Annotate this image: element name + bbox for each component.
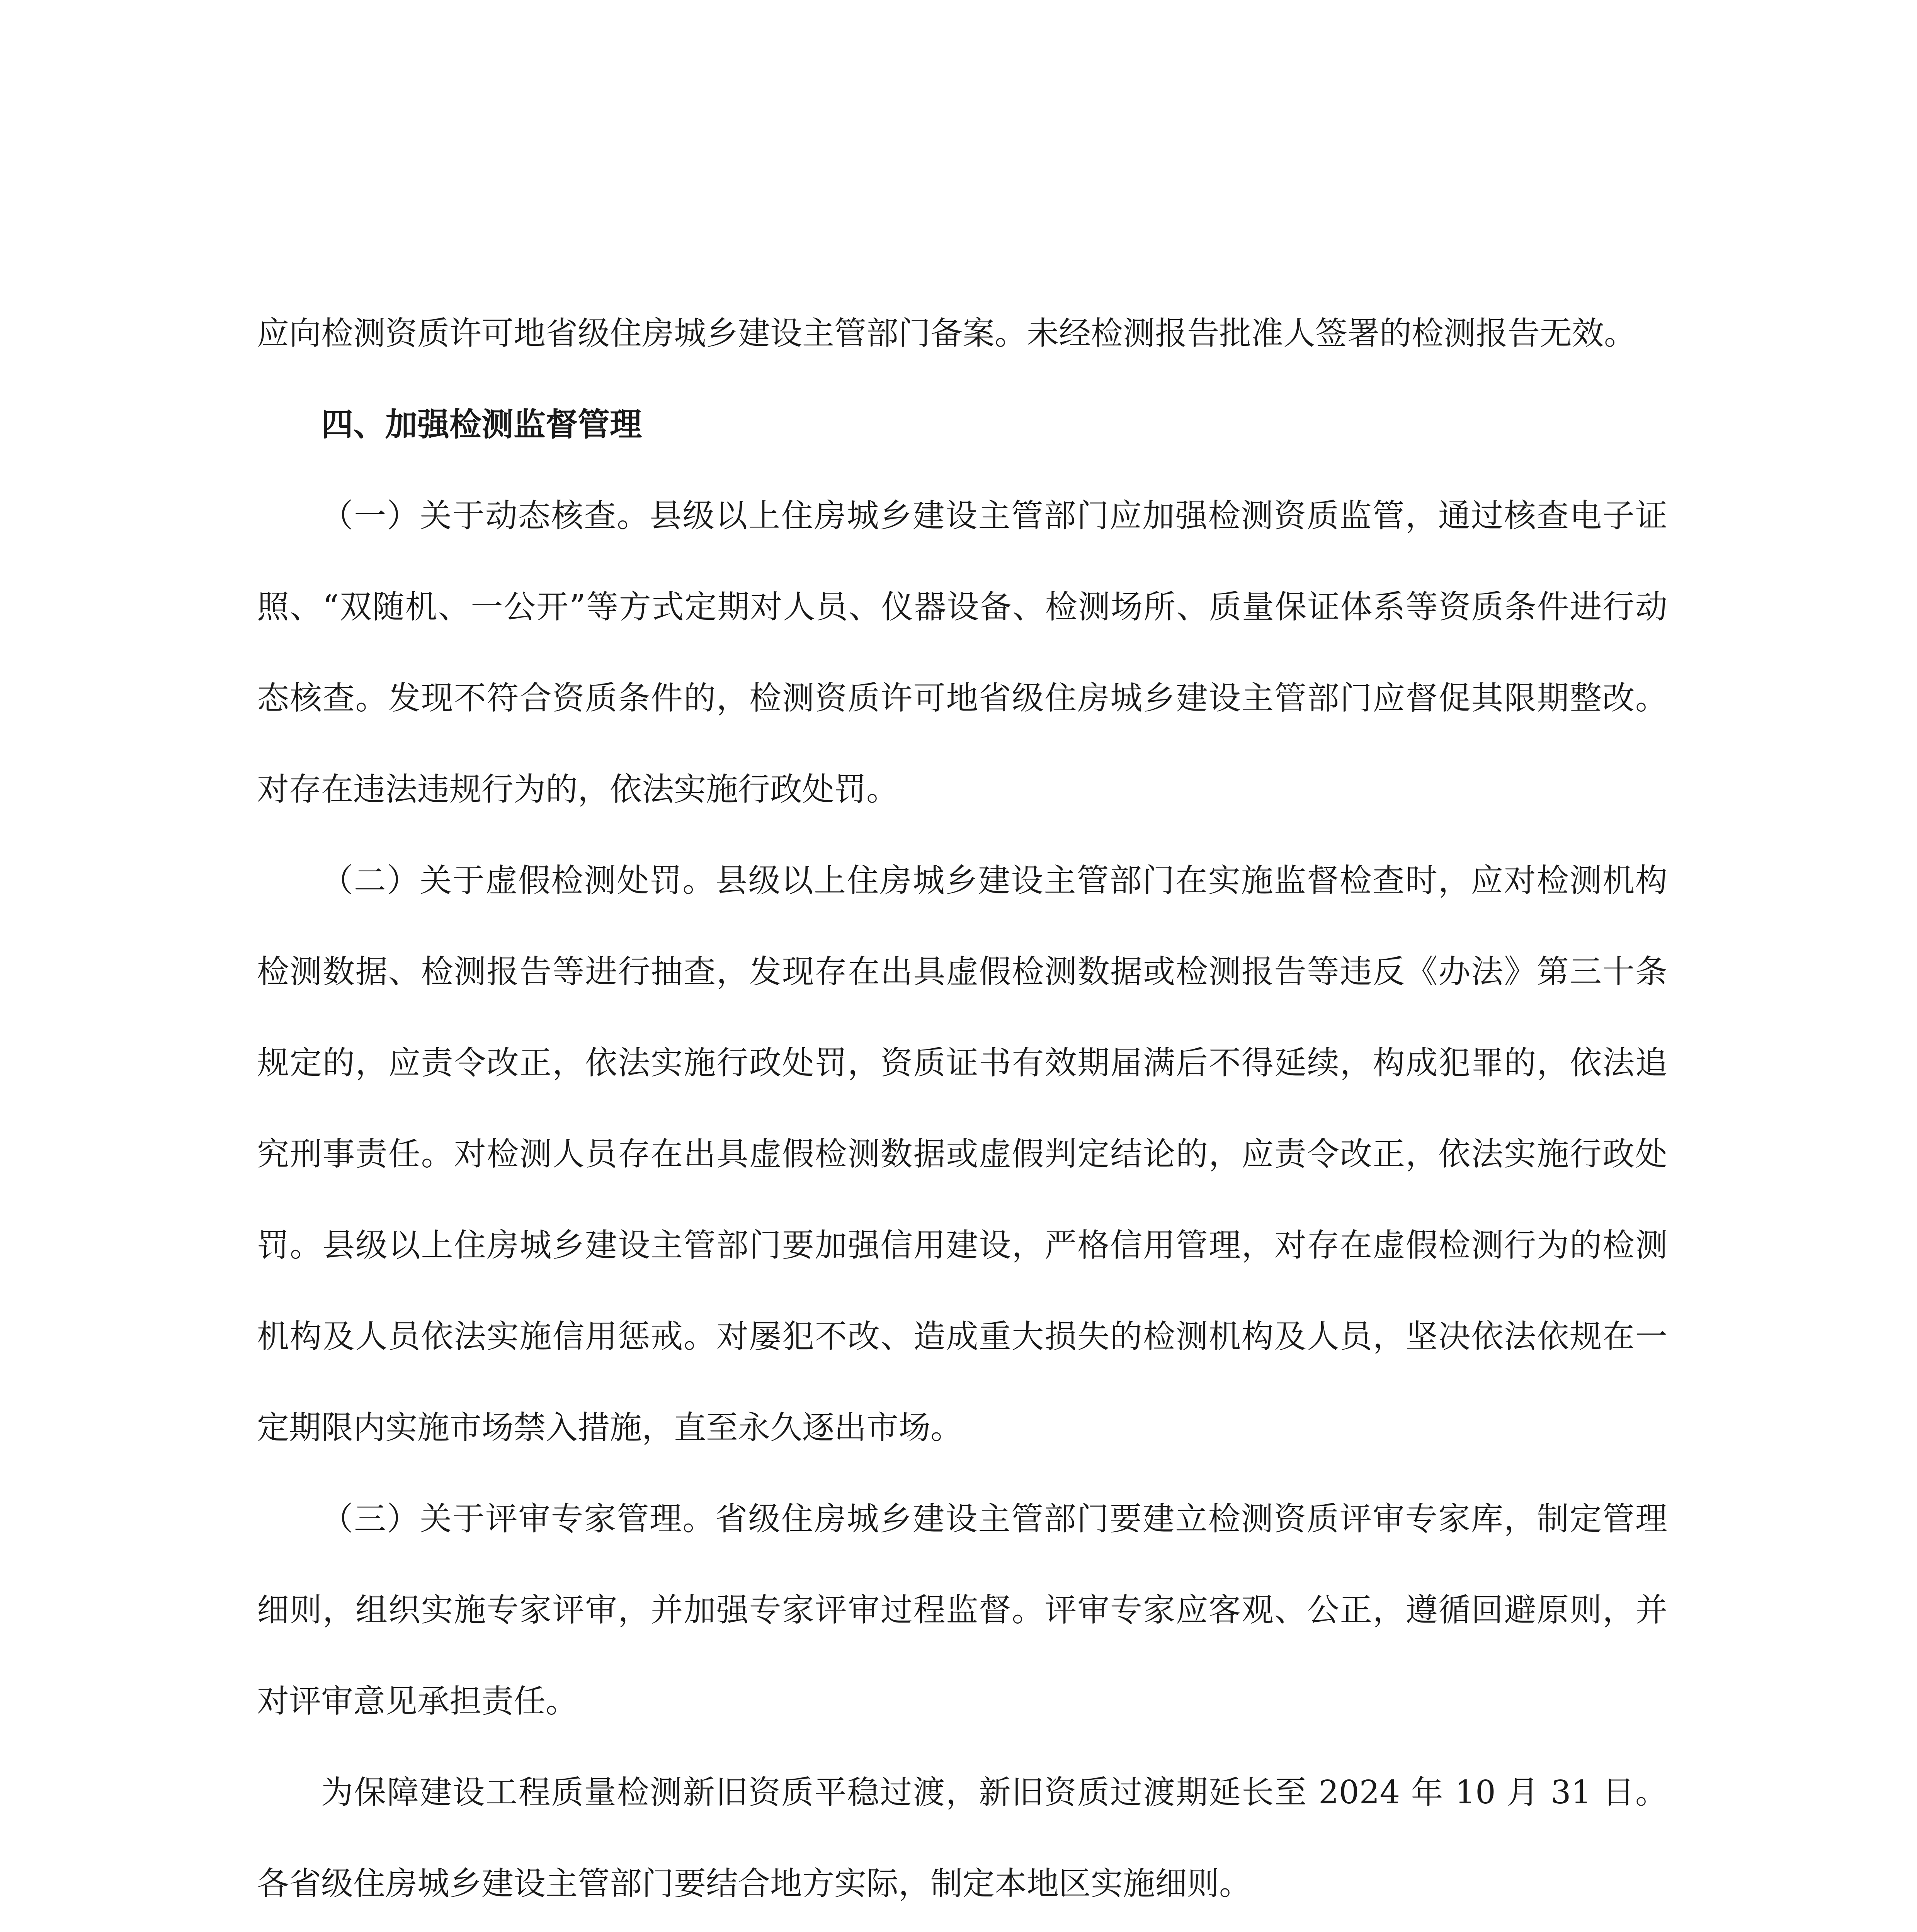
- section-heading: 四、加强检测监督管理: [321, 406, 642, 443]
- paragraph-transition-period: 为保障建设工程质量检测新旧资质平稳过渡，新旧资质过渡期延长至 2024 年 10 月 31 日。各省级住房城乡建设主管部门要结合地方实际，制定本地区实施细则。: [257, 1774, 1667, 1902]
- document-body: [257, 288, 1667, 1929]
- paragraph-expert-management: （三）关于评审专家管理。省级住房城乡建设主管部门要建立检测资质评审专家库，制定管理细则，组织实施专家评审，并加强专家评审过程监督。评审专家应客观、公正，遵循回避原则，并对评审意见承担责任。: [257, 1500, 1667, 1720]
- paragraph-false-testing-penalty: （二）关于虚假检测处罚。县级以上住房城乡建设主管部门在实施监督检查时，应对检测机构检测数据、检测报告等进行抽查，发现存在出具虚假检测数据或检测报告等违反《办法》第三十条规定的，应责令改正，依法实施行政处罚，资质证书有效期届满后不得延续，构成犯罪的，依法追究刑事责任。对检测人员存在出具虚假检测数据或虚假判定结论的，应责令改正，依法实施行政处罚。县级以上住房城乡建设主管部门要加强信用建设，严格信用管理，对存在虚假检测行为的检测机构及人员依法实施信用惩戒。对屡犯不改、造成重大损失的检测机构及人员，坚决依法依规在一定期限内实施市场禁入措施，直至永久逐出市场。: [257, 862, 1667, 1446]
- paragraph-continuation: 应向检测资质许可地省级住房城乡建设主管部门备案。未经检测报告批准人签署的检测报告无效。: [257, 315, 1636, 352]
- paragraph-dynamic-check: （一）关于动态核查。县级以上住房城乡建设主管部门应加强检测资质监管，通过核查电子证照、“双随机、一公开”等方式定期对人员、仪器设备、检测场所、质量保证体系等资质条件进行动态核查。发现不符合资质条件的，检测资质许可地省级住房城乡建设主管部门应督促其限期整改。对存在违法违规行为的，依法实施行政处罚。: [257, 497, 1667, 808]
